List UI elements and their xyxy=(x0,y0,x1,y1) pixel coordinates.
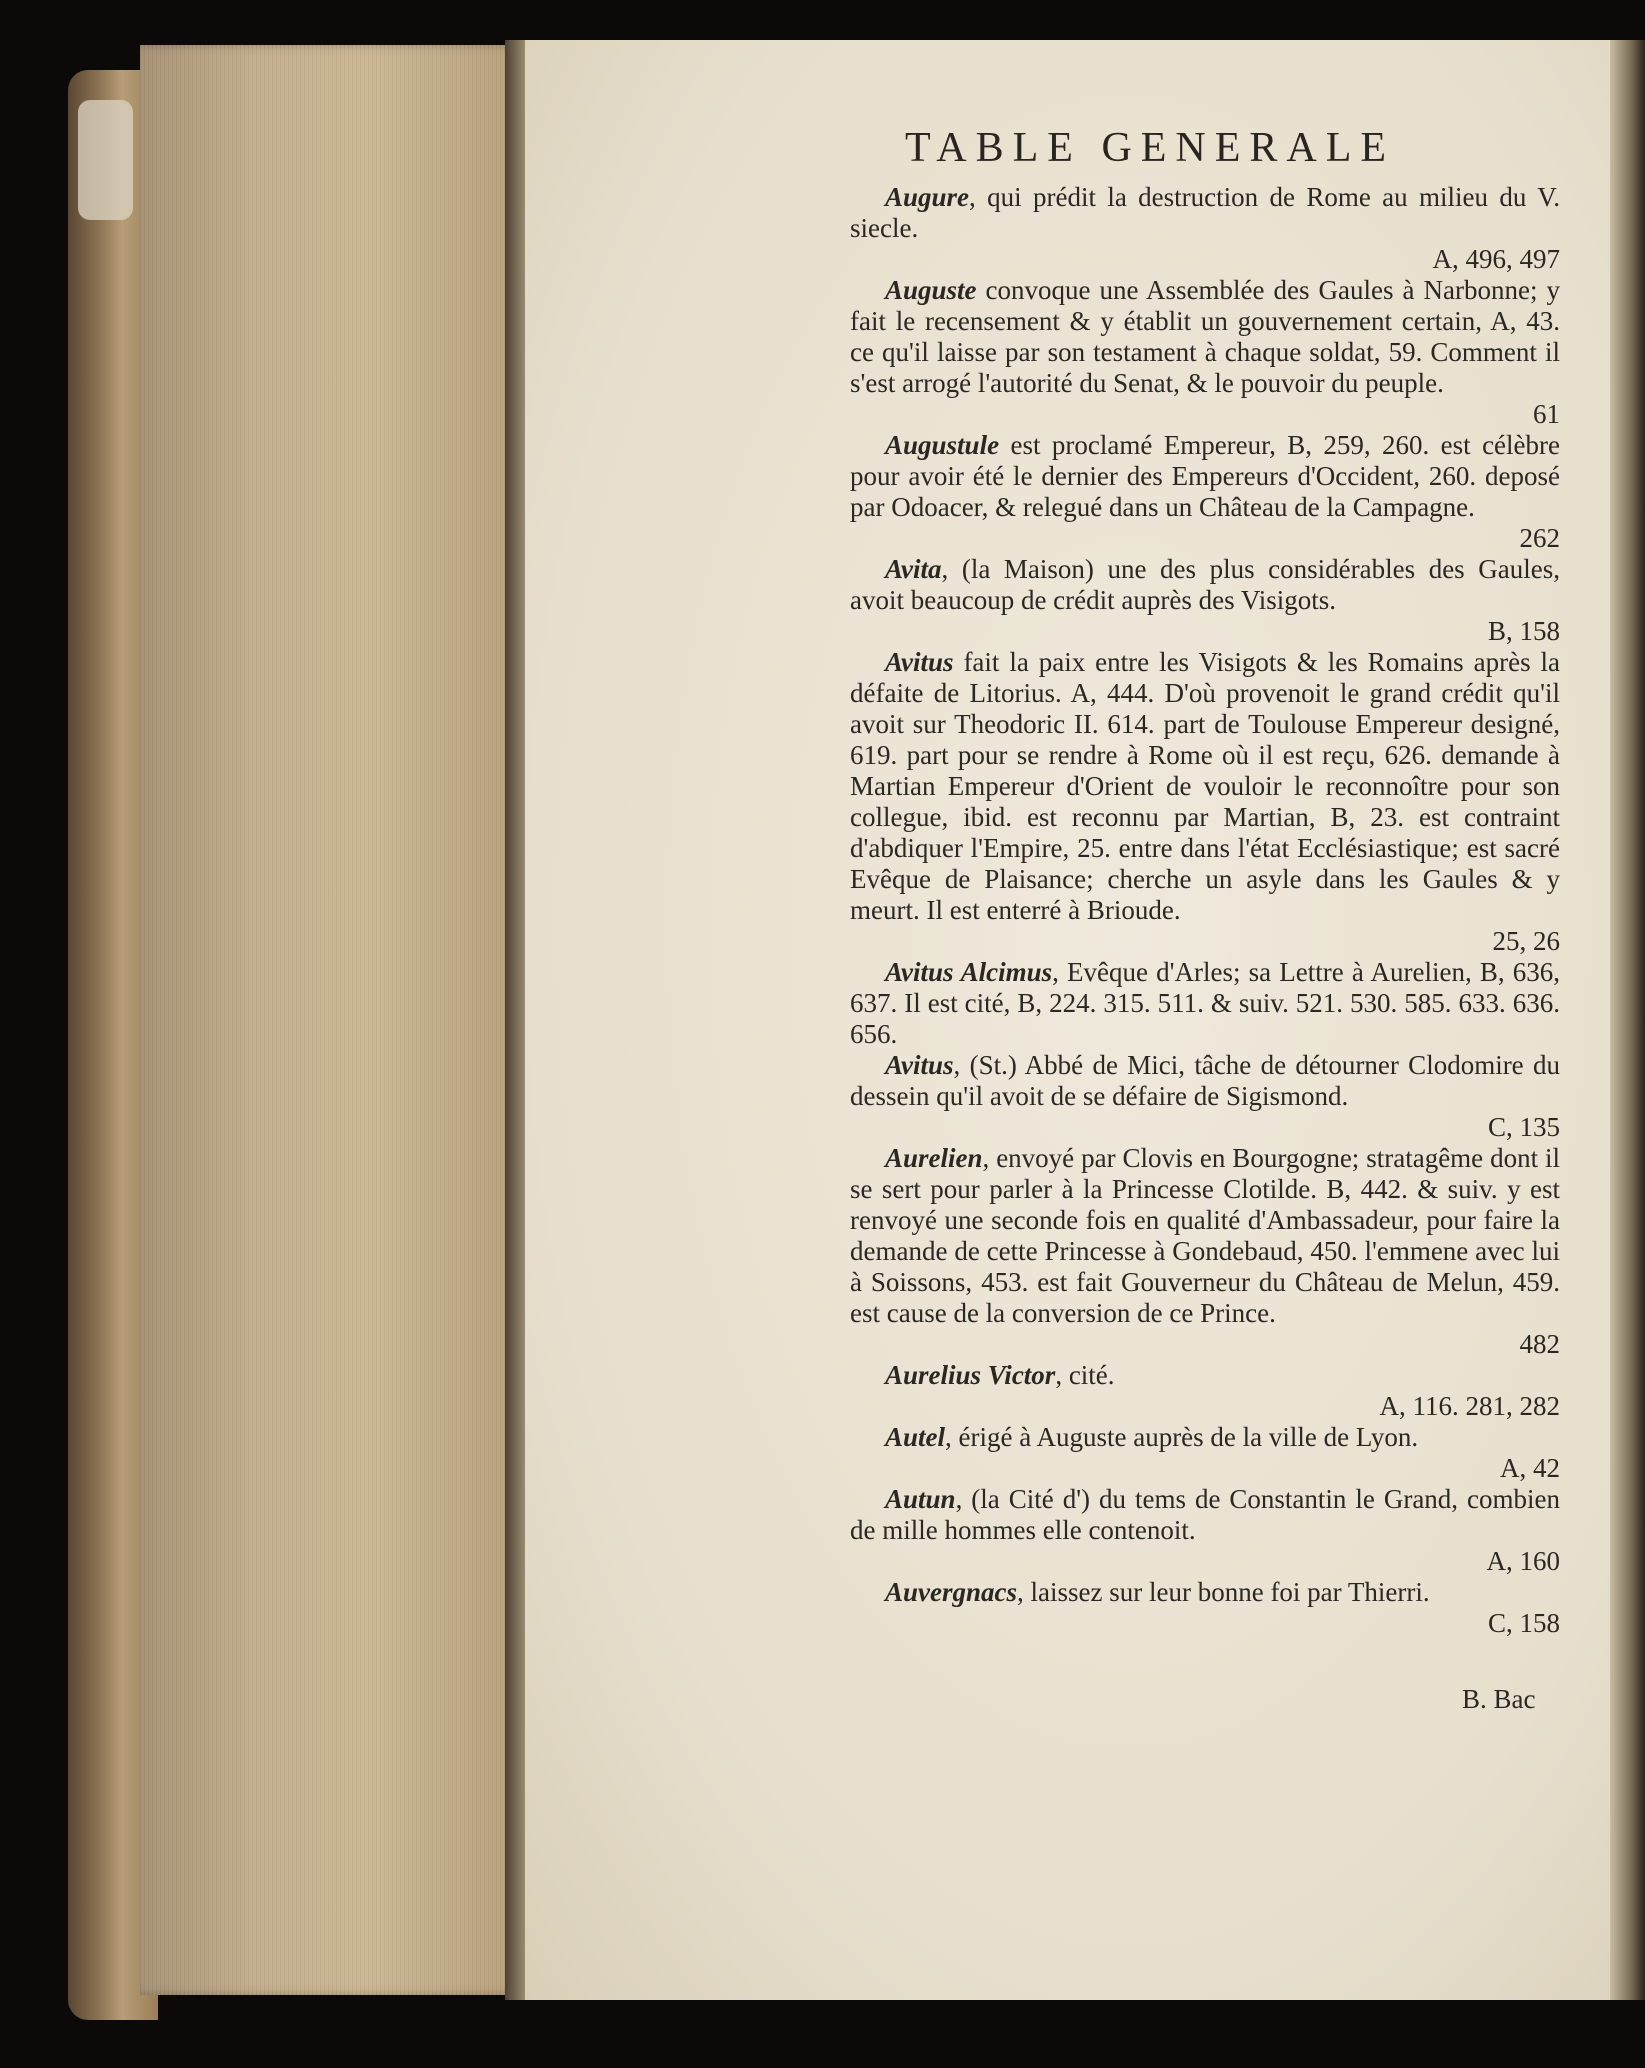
entry-body: , cité. xyxy=(1055,1360,1115,1390)
page-edges xyxy=(140,45,520,1995)
entry-page-ref: 262 xyxy=(1519,523,1560,553)
entry-headword: Augure xyxy=(885,182,970,212)
index-entry xyxy=(850,182,1560,275)
entry-headword: Avitus xyxy=(885,647,954,677)
entry-body: fait la paix entre les Visigots & les Romains après la défaite de Litorius. A, 444. D'où provenoit le grand crédit qu'il avoit sur Theodoric II. 614. part de Toulouse Empereur designé, 619. part pour se rendre à Rome où il est reçu, 626. demande à Martian Empereur d'Orient de vouloir le reconnoître pour son collegue, ibid. est reconnu par Martian, B, 23. est contraint d'abdiquer l'Empire, 25. entre dans l'état Ecclésiastique; est sacré Evêque de Plaisance; cherche un asyle dans les Gaules & y meurt. Il est enterré à Brioude. xyxy=(850,647,1560,925)
index-entry xyxy=(850,1422,1560,1484)
entry-page-ref: C, 158 xyxy=(1487,1608,1560,1638)
index-entry xyxy=(850,647,1560,957)
entry-headword: Autel xyxy=(885,1422,946,1452)
page-right-edge xyxy=(1610,40,1645,2000)
entry-body: , érigé à Auguste auprès de la ville de Lyon. xyxy=(945,1422,1419,1452)
entry-body: , (St.) Abbé de Mici, tâche de détourner Clodomire du dessein qu'il avoit de se défaire de Sigismond. xyxy=(850,1050,1560,1111)
entry-page-ref: C, 135 xyxy=(1487,1112,1560,1142)
index-entry xyxy=(850,1577,1560,1639)
catchword: B. Bac xyxy=(1462,1684,1536,1714)
index-entry xyxy=(850,554,1560,647)
index-entries xyxy=(850,182,1560,1639)
entry-headword: Avita xyxy=(885,554,942,584)
entry-page-ref: A, 116. 281, 282 xyxy=(1379,1391,1560,1421)
running-head: TABLE GENERALE xyxy=(905,125,1396,171)
entry-page-ref: 25, 26 xyxy=(1492,926,1560,956)
entry-page-ref: A, 496, 497 xyxy=(1432,244,1560,274)
entry-headword: Auguste xyxy=(885,275,977,305)
entry-body: , envoyé par Clovis en Bourgogne; stratagême dont il se sert pour parler à la Princesse Clotilde. B, 442. & suiv. y est renvoyé une seconde fois en qualité d'Ambassadeur, pour faire la demande de cette Princesse à Gondebaud, 450. l'emmene avec lui à Soissons, 453. est fait Gouverneur du Château de Melun, 459. est cause de la conversion de ce Prince. xyxy=(850,1143,1560,1328)
index-entry xyxy=(850,1484,1560,1577)
index-entry xyxy=(850,957,1560,1050)
entry-body: , laissez sur leur bonne foi par Thierri. xyxy=(1017,1577,1430,1607)
entry-page-ref: A, 42 xyxy=(1500,1453,1560,1483)
index-entry xyxy=(850,275,1560,430)
entry-page-ref: A, 160 xyxy=(1486,1546,1560,1576)
entry-headword: Avitus Alcimus xyxy=(885,957,1053,987)
entry-page-ref: 61 xyxy=(1533,399,1560,429)
entry-body: convoque une Assemblée des Gaules à Narbonne; y fait le recensement & y établit un gouvernement certain, A, 43. ce qu'il laisse par son testament à chaque soldat, 59. Comment il s'est arrogé l'autorité du Senat, & le pouvoir du peuple. xyxy=(850,275,1560,398)
entry-headword: Aurelius Victor xyxy=(885,1360,1056,1390)
entry-headword: Augustule xyxy=(885,430,1000,460)
entry-page-ref: B, 158 xyxy=(1487,616,1560,646)
entry-body: est proclamé Empereur, B, 259, 260. est célèbre pour avoir été le dernier des Empereurs d'Occident, 260. deposé par Odoacer, & relegué dans un Château de la Campagne. xyxy=(850,430,1560,522)
entry-headword: Autun xyxy=(885,1484,956,1514)
entry-body: , qui prédit la destruction de Rome au milieu du V. siecle. xyxy=(850,182,1560,243)
entry-page-ref: 482 xyxy=(1519,1329,1560,1359)
entry-body: , (la Cité d') du tems de Constantin le Grand, combien de mille hommes elle contenoit. xyxy=(850,1484,1560,1545)
index-entry xyxy=(850,430,1560,554)
entry-headword: Auvergnacs xyxy=(885,1577,1018,1607)
entry-body: , (la Maison) une des plus considérables des Gaules, avoit beaucoup de crédit auprès des Visigots. xyxy=(850,554,1560,615)
entry-headword: Aurelien xyxy=(885,1143,983,1173)
entry-body: , Evêque d'Arles; sa Lettre à Aurelien, B, 636, 637. Il est cité, B, 224. 315. 511. & suiv. 521. 530. 585. 633. 636. 656. xyxy=(850,957,1560,1049)
index-entry xyxy=(850,1143,1560,1360)
index-entry xyxy=(850,1360,1560,1422)
index-entry xyxy=(850,1050,1560,1143)
entry-headword: Avitus xyxy=(885,1050,954,1080)
